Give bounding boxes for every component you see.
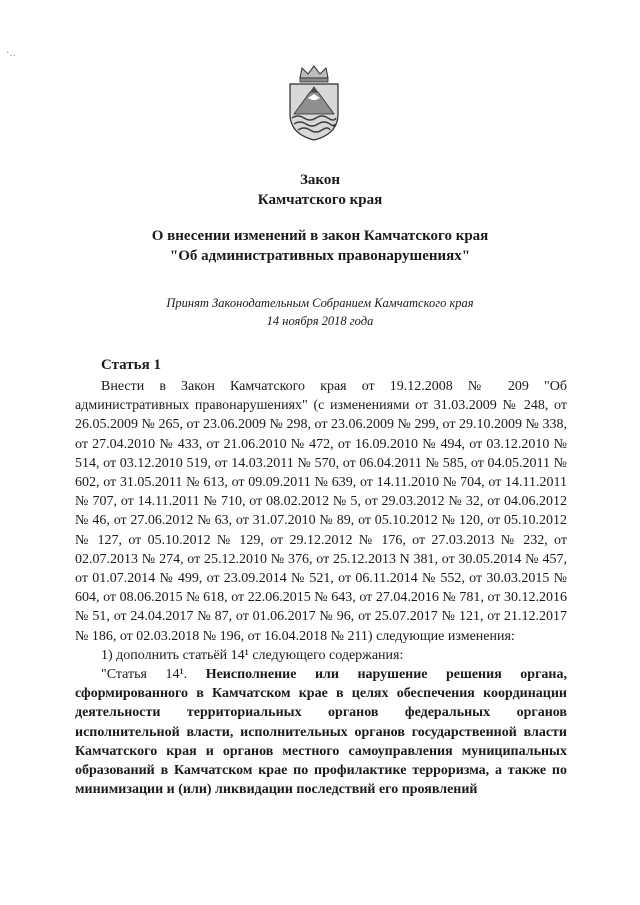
law-subject-line2: "Об административных правонарушениях" — [169, 248, 471, 264]
quoted-article — [75, 665, 567, 799]
quoted-article-title: Неисполнение или нарушение решения органа, сформированного в Камчатском крае в целях обеспечения координации деятельности территориальных органов федеральных органов исполнительной власти, исполнительных органов государственной власти Камчатского края и органов местного самоуправления муниципальных образований в Камчатском крае по профилактике терроризма, а также по минимизации и (или) ликвидации последствий его проявлений — [75, 667, 567, 798]
quoted-article-number: "Статья 14¹. — [101, 667, 206, 683]
adoption-date: 14 ноября 2018 года — [266, 314, 374, 328]
adoption-note: Принят Законодательным Собранием Камчатского края — [166, 296, 474, 310]
law-title: Закон — [299, 172, 340, 188]
article-heading: Статья 1 — [101, 357, 161, 373]
law-subject-line1: О внесении изменений в закон Камчатского края — [151, 228, 489, 244]
item-1: 1) дополнить статьёй 14¹ следующего содержания: — [101, 647, 404, 663]
amendments-paragraph: Внести в Закон Камчатского края от 19.12.2008 № 209 "Об административных правонарушениях" (с изменениями от 31.03.2009 № 248, от 26.05.2009 № 265, от 23.06.2009 № 298, от 23.06.2009 № 299, от 29.10.2009 № 338, от 27.04.2010 № 433, от 21.06.2010 № 472, от 16.09.2010 № 494, от 03.12.2010 № 514, от 03.12.2010 519, от 14.03.2011 № 570, от 06.04.2011 № 585, от 04.05.2011 № 602, от 31.05.2011 № 613, от 09.09.2011 № 639, от 14.11.2010 № 704, от 14.11.2011 № 707, от 14.11.2011 № 710, от 08.02.2012 № 5, от 29.03.2012 № 32, от 04.06.2012 № 46, от 27.06.2012 № 63, от 31.07.2010 № 89, от 05.10.2012 № 120, от 05.10.2012 № 127, от 05.10.2012 № 129, от 29.12.2012 № 176, от 27.03.2013 № 232, от 02.07.2013 № 274, от 25.12.2010 № 376, от 25.12.2013 N 381, от 30.05.2014 № 457, от 01.07.2014 № 499, от 23.09.2014 № 521, от 06.11.2014 № 552, от 30.03.2015 № 604, от 08.06.2015 № 618, от 22.06.2015 № 643, от 27.04.2016 № 781, от 30.12.2016 № 51, от 24.04.2017 № 87, от 01.06.2017 № 96, от 25.07.2017 № 121, от 21.12.2017 № 186, от 02.03.2018 № 196, от 16.04.2018 № 211) следующие изменения: — [75, 379, 567, 644]
scan-mark: ·‥ — [6, 48, 17, 59]
article-body — [75, 377, 567, 799]
law-region: Камчатского края — [257, 192, 383, 208]
coat-of-arms-emblem — [284, 64, 344, 142]
